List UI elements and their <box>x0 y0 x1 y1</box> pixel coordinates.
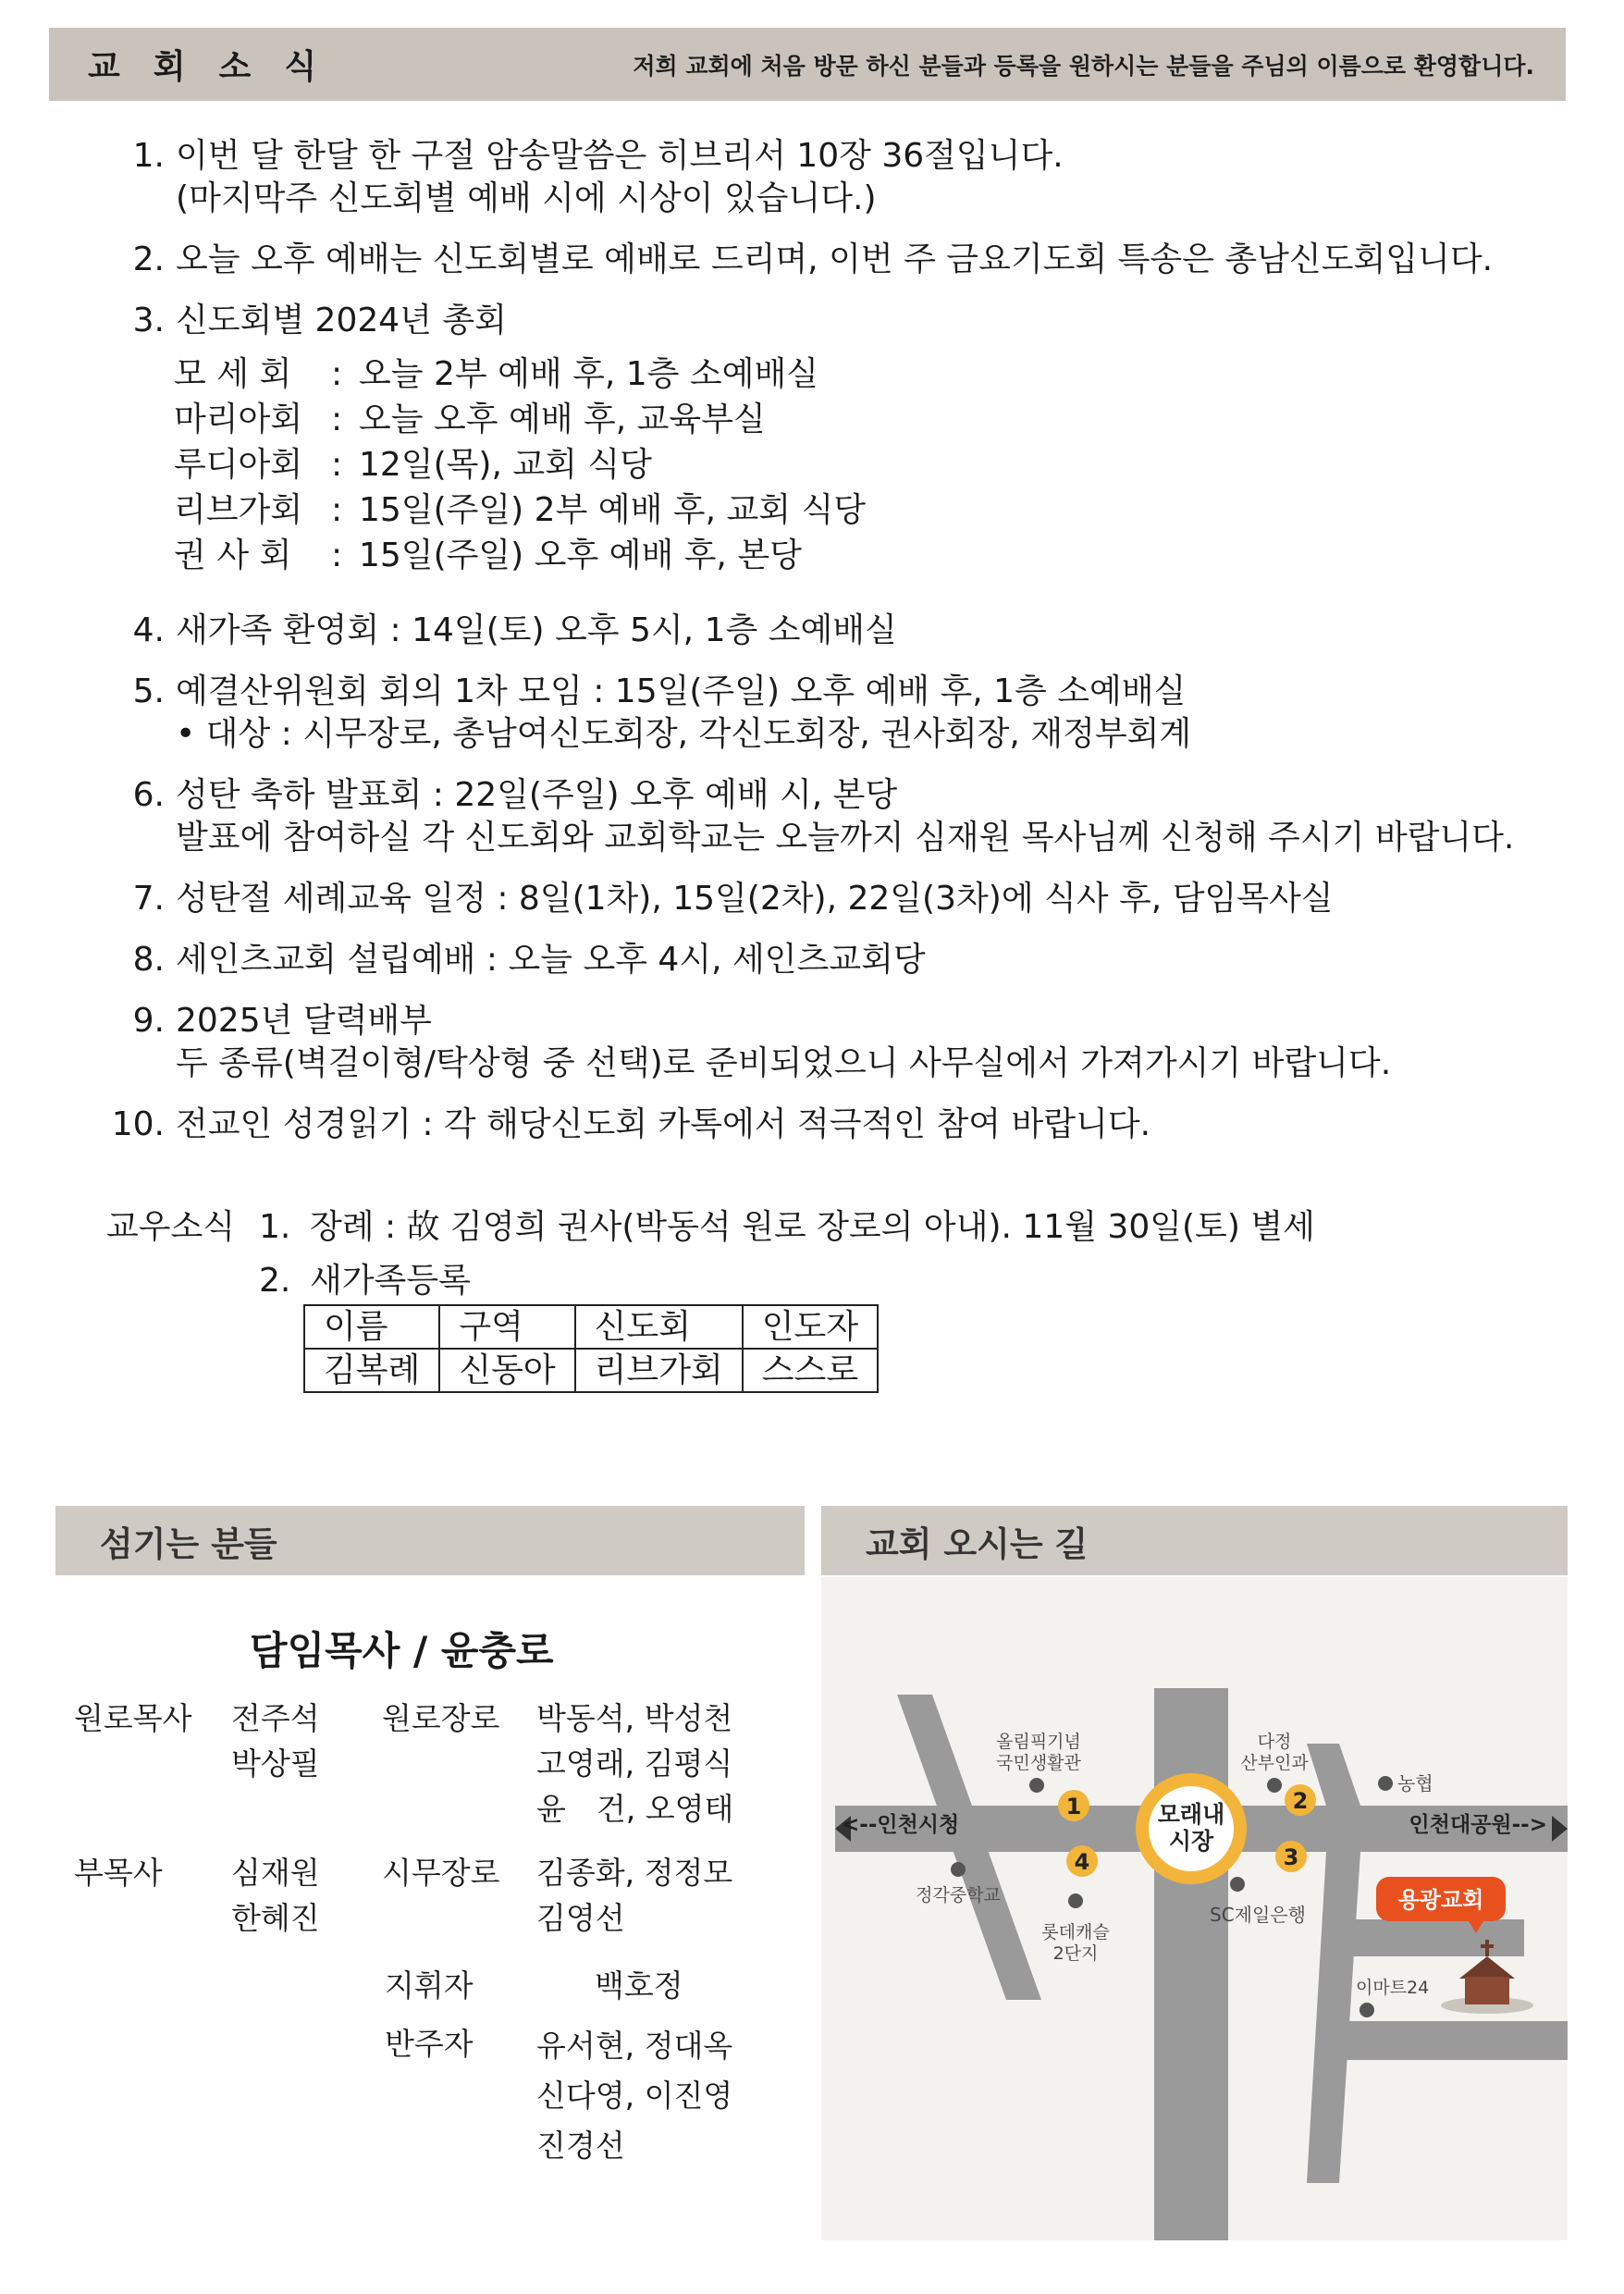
table-header-row <box>304 1305 878 1349</box>
school-label: 정각중학교 <box>916 1885 1001 1906</box>
member-news <box>106 1201 1315 1308</box>
road-church <box>1330 1919 1524 1956</box>
staff-names <box>536 2021 732 2171</box>
table-cell: 김복례 <box>304 1349 439 1392</box>
notice-number: 7. <box>132 880 165 918</box>
notice-text: 성탄 축하 발표회 : 22일(주일) 오후 예배 시, 본당 <box>176 776 898 814</box>
notice-text: (마지막주 신도회별 예배 시에 시상이 있습니다.) <box>176 179 877 217</box>
table-header-cell: 신도회 <box>575 1305 743 1349</box>
member-news-label: 교우소식 <box>106 1208 236 1246</box>
assembly-row <box>174 487 1544 533</box>
landmark-dot <box>1267 1778 1282 1793</box>
road-right-lower <box>1307 1852 1360 2183</box>
notice-number: 2. <box>132 240 165 278</box>
assembly-row <box>174 352 1544 397</box>
notice-text: • 대상 : 시무장로, 총남여신도회장, 각신도회장, 권사회장, 재정부회계 <box>176 715 1192 753</box>
directions-map <box>821 1577 1568 2240</box>
sc-bank-label: SC제일은행 <box>1210 1904 1306 1926</box>
notice-item <box>102 774 1544 859</box>
staff-name: 박동석, 박성천 <box>536 1700 733 1736</box>
group-info: 오늘 오후 예배 후, 교육부실 <box>359 401 766 438</box>
map-svg <box>821 1577 1568 2240</box>
table-header-cell: 구역 <box>439 1305 574 1349</box>
notice-item <box>102 878 1544 920</box>
staff-name: 백호정 <box>595 1967 683 2004</box>
new-member-table <box>303 1304 879 1393</box>
notice-number: 5. <box>132 672 165 710</box>
staff-panel-header <box>55 1506 805 1575</box>
assembly-row <box>174 533 1544 578</box>
news-number: 1. <box>259 1208 291 1246</box>
nonghyup-label: 농협 <box>1397 1772 1433 1794</box>
staff-name: 유서현, 정대옥 <box>536 2028 733 2064</box>
marker-number: 3 <box>1283 1844 1299 1870</box>
landmark-dot <box>1359 2003 1374 2017</box>
notice-list <box>102 135 1544 1165</box>
table-cell: 리브가회 <box>575 1349 743 1392</box>
staff-name: 김영선 <box>536 1900 625 1936</box>
group-name: 마리아회 <box>174 401 303 438</box>
group-name: 모 세 회 <box>174 355 292 393</box>
table-header-cell: 인도자 <box>743 1305 878 1349</box>
staff-name: 고영래, 김평식 <box>536 1745 733 1782</box>
table-cell: 스스로 <box>743 1349 878 1392</box>
church-icon <box>1459 1956 1515 1979</box>
table-cell: 신동아 <box>439 1349 574 1392</box>
role-label: 반주자 <box>385 2026 474 2062</box>
landmark-dot <box>1230 1877 1245 1892</box>
notice-text: 발표에 참여하실 각 신도회와 교회학교는 오늘까지 심재원 목사님께 신청해 주시기 바랍니다. <box>176 819 1515 857</box>
news-text: 새가족등록 <box>310 1262 471 1300</box>
marker-number: 1 <box>1065 1794 1082 1819</box>
staff-names <box>536 1696 733 1832</box>
notice-number: 4. <box>132 611 165 649</box>
news-number: 2. <box>259 1262 291 1300</box>
staff-name: 진경선 <box>536 2128 625 2164</box>
notice-number: 10. <box>111 1105 165 1143</box>
header-banner <box>49 28 1566 101</box>
notice-item <box>102 610 1544 652</box>
staff-names <box>536 1850 732 1941</box>
notice-item <box>102 300 1544 578</box>
table-header-cell: 이름 <box>304 1305 439 1349</box>
market-label: 모래내 <box>1157 1801 1225 1828</box>
group-info: 12일(목), 교회 식당 <box>359 446 652 484</box>
group-separator: : <box>331 446 343 484</box>
notice-item <box>102 239 1544 281</box>
role-label: 원로장로 <box>382 1700 500 1736</box>
grand-park-label: 인천대공원--> <box>1409 1813 1547 1837</box>
notice-item <box>102 939 1544 981</box>
landmark-dot <box>1378 1776 1393 1791</box>
notice-text: 새가족 환영회 : 14일(토) 오후 5시, 1층 소예배실 <box>176 611 897 649</box>
role-label: 지휘자 <box>385 1967 474 2004</box>
notice-text: 신도회별 2024년 총회 <box>176 302 507 339</box>
notice-number: 8. <box>132 941 165 979</box>
role-label: 원로목사 <box>74 1700 192 1736</box>
landmark-dot <box>951 1862 966 1877</box>
role-label: 부목사 <box>74 1855 163 1891</box>
lotte-label: 롯데캐슬 <box>1041 1922 1110 1942</box>
notice-text: 세인츠교회 설립예배 : 오늘 오후 4시, 세인츠교회당 <box>176 941 926 979</box>
group-info: 오늘 2부 예배 후, 1층 소예배실 <box>359 355 819 393</box>
notice-item <box>102 1104 1544 1146</box>
assembly-row <box>174 442 1544 487</box>
staff-name: 전주석 <box>231 1700 320 1736</box>
table-row <box>304 1349 878 1392</box>
notice-item <box>102 135 1544 220</box>
marker-number: 4 <box>1074 1849 1090 1875</box>
group-name: 권 사 회 <box>174 536 292 574</box>
incheon-hall-label: <--인천시청 <box>842 1813 960 1837</box>
clinic-label: 다정 <box>1257 1732 1292 1752</box>
group-name: 리브가회 <box>174 491 303 529</box>
role-label: 시무장로 <box>382 1855 500 1891</box>
church-label: 용광교회 <box>1397 1887 1484 1913</box>
notice-text: 두 종류(벽걸이형/탁상형 중 선택)로 준비되었으니 사무실에서 가져가시기 바랍니다. <box>176 1044 1392 1082</box>
news-text: 장례 : 故 김영희 권사(박동석 원로 장로의 아내). 11월 30일(토) 별세 <box>310 1208 1315 1246</box>
staff-panel-title: 섬기는 분들 <box>100 1523 277 1564</box>
group-info: 15일(주일) 오후 예배 후, 본당 <box>359 536 802 574</box>
map-panel-title: 교회 오시는 길 <box>866 1523 1089 1564</box>
staff-name: 윤 건, 오영태 <box>536 1791 734 1827</box>
notice-number: 9. <box>132 1002 165 1040</box>
assembly-row <box>174 397 1544 442</box>
staff-name: 김종화, 정정모 <box>536 1855 733 1891</box>
staff-names <box>231 1850 320 1941</box>
group-separator: : <box>331 355 343 393</box>
landmark-dot <box>1029 1778 1044 1793</box>
senior-pastor: 담임목사 / 윤충로 <box>250 1628 554 1673</box>
map-panel-header <box>821 1506 1568 1575</box>
assembly-schedule <box>174 352 1544 578</box>
notice-text: 오늘 오후 예배는 신도회별로 예배로 드리며, 이번 주 금요기도회 특송은 총남신도회입니다. <box>176 240 1494 278</box>
staff-name: 박상필 <box>231 1745 320 1782</box>
notice-text: 성탄절 세례교육 일정 : 8일(1차), 15일(2차), 22일(3차)에 식사 후, 담임목사실 <box>176 880 1334 918</box>
group-separator: : <box>331 536 343 574</box>
emart-label: 이마트24 <box>1356 1978 1430 1998</box>
notice-item <box>102 1000 1544 1085</box>
staff-name: 심재원 <box>231 1855 320 1891</box>
landmark-dot <box>1068 1893 1083 1908</box>
clinic-label: 산부인과 <box>1240 1753 1309 1773</box>
olympic-label: 올림픽기념 <box>996 1732 1081 1752</box>
group-info: 15일(주일) 2부 예배 후, 교회 식당 <box>359 491 866 529</box>
notice-number: 6. <box>132 776 165 814</box>
road-lower <box>1330 2021 1568 2060</box>
group-separator: : <box>331 491 343 529</box>
notice-text: 이번 달 한달 한 구절 암송말씀은 히브리서 10장 36절입니다. <box>176 137 1064 175</box>
staff-name: 신다영, 이진영 <box>536 2078 733 2114</box>
notice-item <box>102 671 1544 756</box>
group-separator: : <box>331 401 343 438</box>
road-vertical <box>1154 1688 1228 2240</box>
notice-number: 3. <box>132 302 165 339</box>
staff-name: 한혜진 <box>231 1900 320 1936</box>
banner-title: 교회소식 <box>88 48 351 86</box>
olympic-label: 국민생활관 <box>996 1753 1081 1773</box>
group-name: 루디아회 <box>174 446 303 484</box>
lotte-label: 2단지 <box>1052 1943 1099 1964</box>
marker-number: 2 <box>1292 1788 1309 1814</box>
notice-text: 전교인 성경읽기 : 각 해당신도회 카톡에서 적극적인 참여 바랍니다. <box>176 1105 1151 1143</box>
staff-names <box>231 1696 320 1786</box>
market-label: 시장 <box>1168 1828 1214 1855</box>
notice-text: 예결산위원회 회의 1차 모임 : 15일(주일) 오후 예배 후, 1층 소예배실 <box>176 672 1187 710</box>
notice-number: 1. <box>132 137 165 175</box>
notice-text: 2025년 달력배부 <box>176 1002 432 1040</box>
welcome-message: 저희 교회에 처음 방문 하신 분들과 등록을 원하시는 분들을 주님의 이름으로 환영합니다. <box>633 52 1534 80</box>
